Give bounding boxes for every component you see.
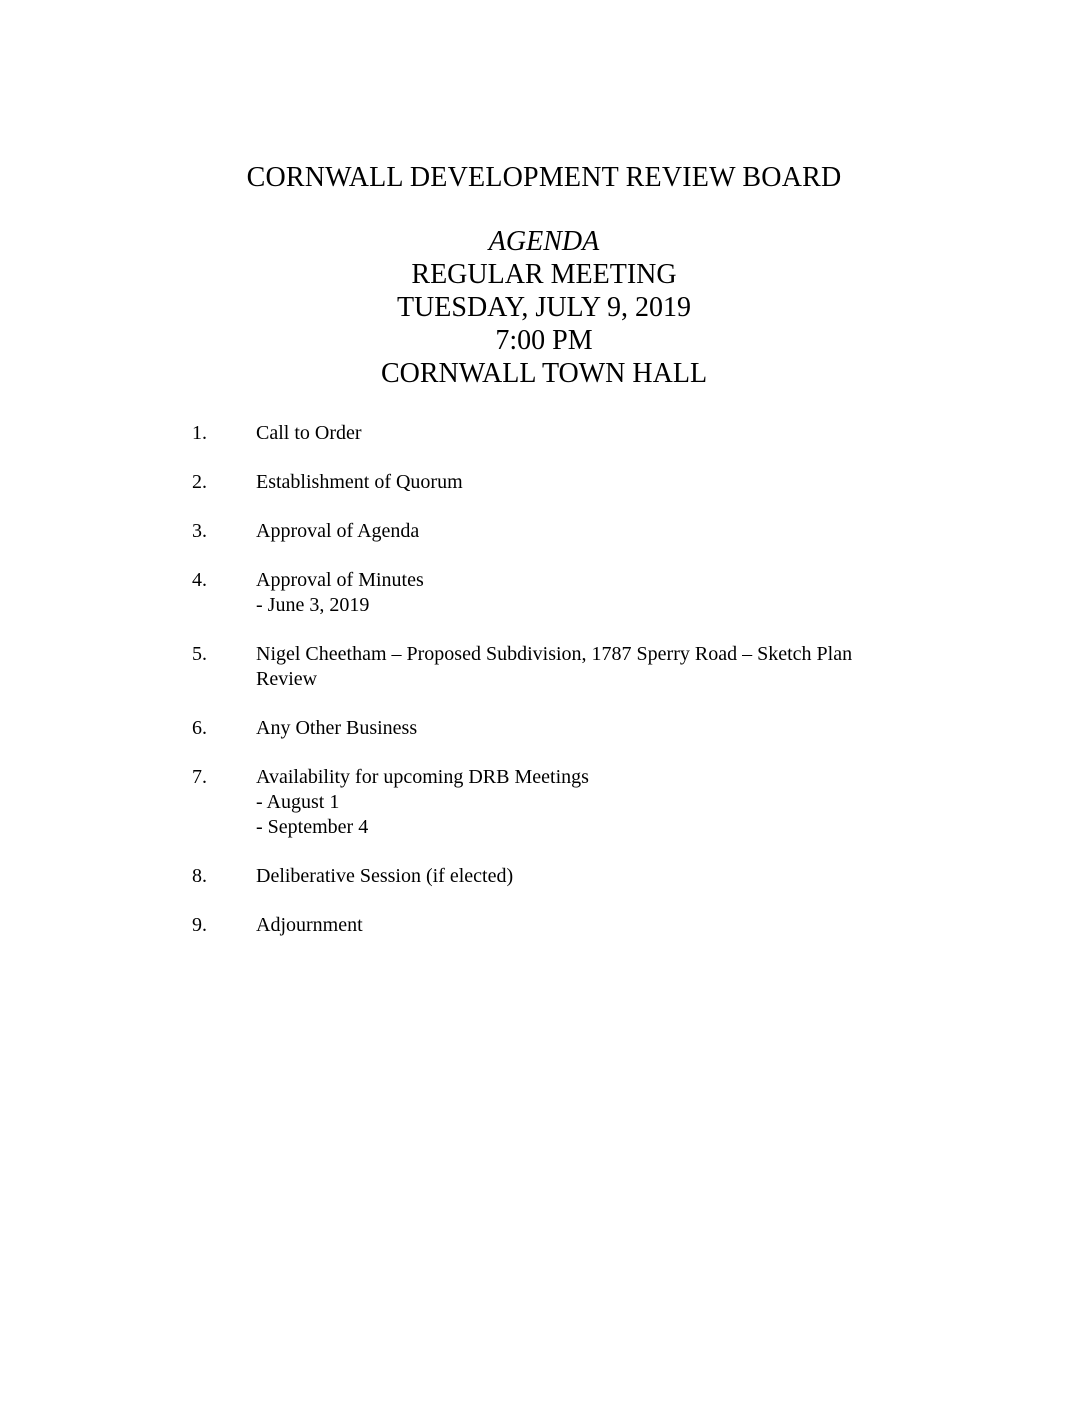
meeting-header <box>0 225 1088 390</box>
item-sub-line: - September 4 <box>256 816 369 838</box>
meeting-location: CORNWALL TOWN HALL <box>380 358 708 389</box>
item-sub-line: - August 1 <box>256 791 340 813</box>
agenda-item-other-business <box>192 716 912 741</box>
item-text: Approval of Minutes <box>256 569 424 591</box>
item-sub-line: - June 3, 2019 <box>256 594 370 616</box>
item-text: Deliberative Session (if elected) <box>256 865 514 887</box>
item-number: 1. <box>192 422 207 444</box>
meeting-time: 7:00 PM <box>495 325 593 356</box>
item-number: 8. <box>192 865 207 887</box>
item-text: Adjournment <box>256 914 363 936</box>
item-number: 4. <box>192 569 207 591</box>
agenda-item-quorum <box>192 470 912 495</box>
board-title: CORNWALL DEVELOPMENT REVIEW BOARD <box>246 162 842 193</box>
item-number: 6. <box>192 717 207 739</box>
item-text: Call to Order <box>256 422 362 444</box>
agenda-label: AGENDA <box>488 226 600 257</box>
agenda-item-availability <box>192 765 912 840</box>
agenda-item-approval-minutes <box>192 568 912 618</box>
item-number: 5. <box>192 643 207 665</box>
agenda-item-approval-agenda <box>192 519 912 544</box>
agenda-item-call-to-order <box>192 421 912 446</box>
meeting-type: REGULAR MEETING <box>411 259 677 290</box>
item-number: 2. <box>192 471 207 493</box>
item-text: Approval of Agenda <box>256 520 420 542</box>
agenda-list <box>192 421 912 962</box>
item-text: Any Other Business <box>256 717 418 739</box>
item-number: 7. <box>192 766 207 788</box>
agenda-item-subdivision <box>192 642 912 692</box>
agenda-item-adjournment <box>192 913 912 938</box>
item-text: Establishment of Quorum <box>256 471 463 493</box>
item-text: Availability for upcoming DRB Meetings <box>256 766 589 788</box>
meeting-date: TUESDAY, JULY 9, 2019 <box>396 292 692 323</box>
item-number: 9. <box>192 914 207 936</box>
item-text: Nigel Cheetham – Proposed Subdivision, 1787 Sperry Road – Sketch Plan Review <box>256 643 853 690</box>
item-number: 3. <box>192 520 207 542</box>
agenda-item-deliberative-session <box>192 864 912 889</box>
